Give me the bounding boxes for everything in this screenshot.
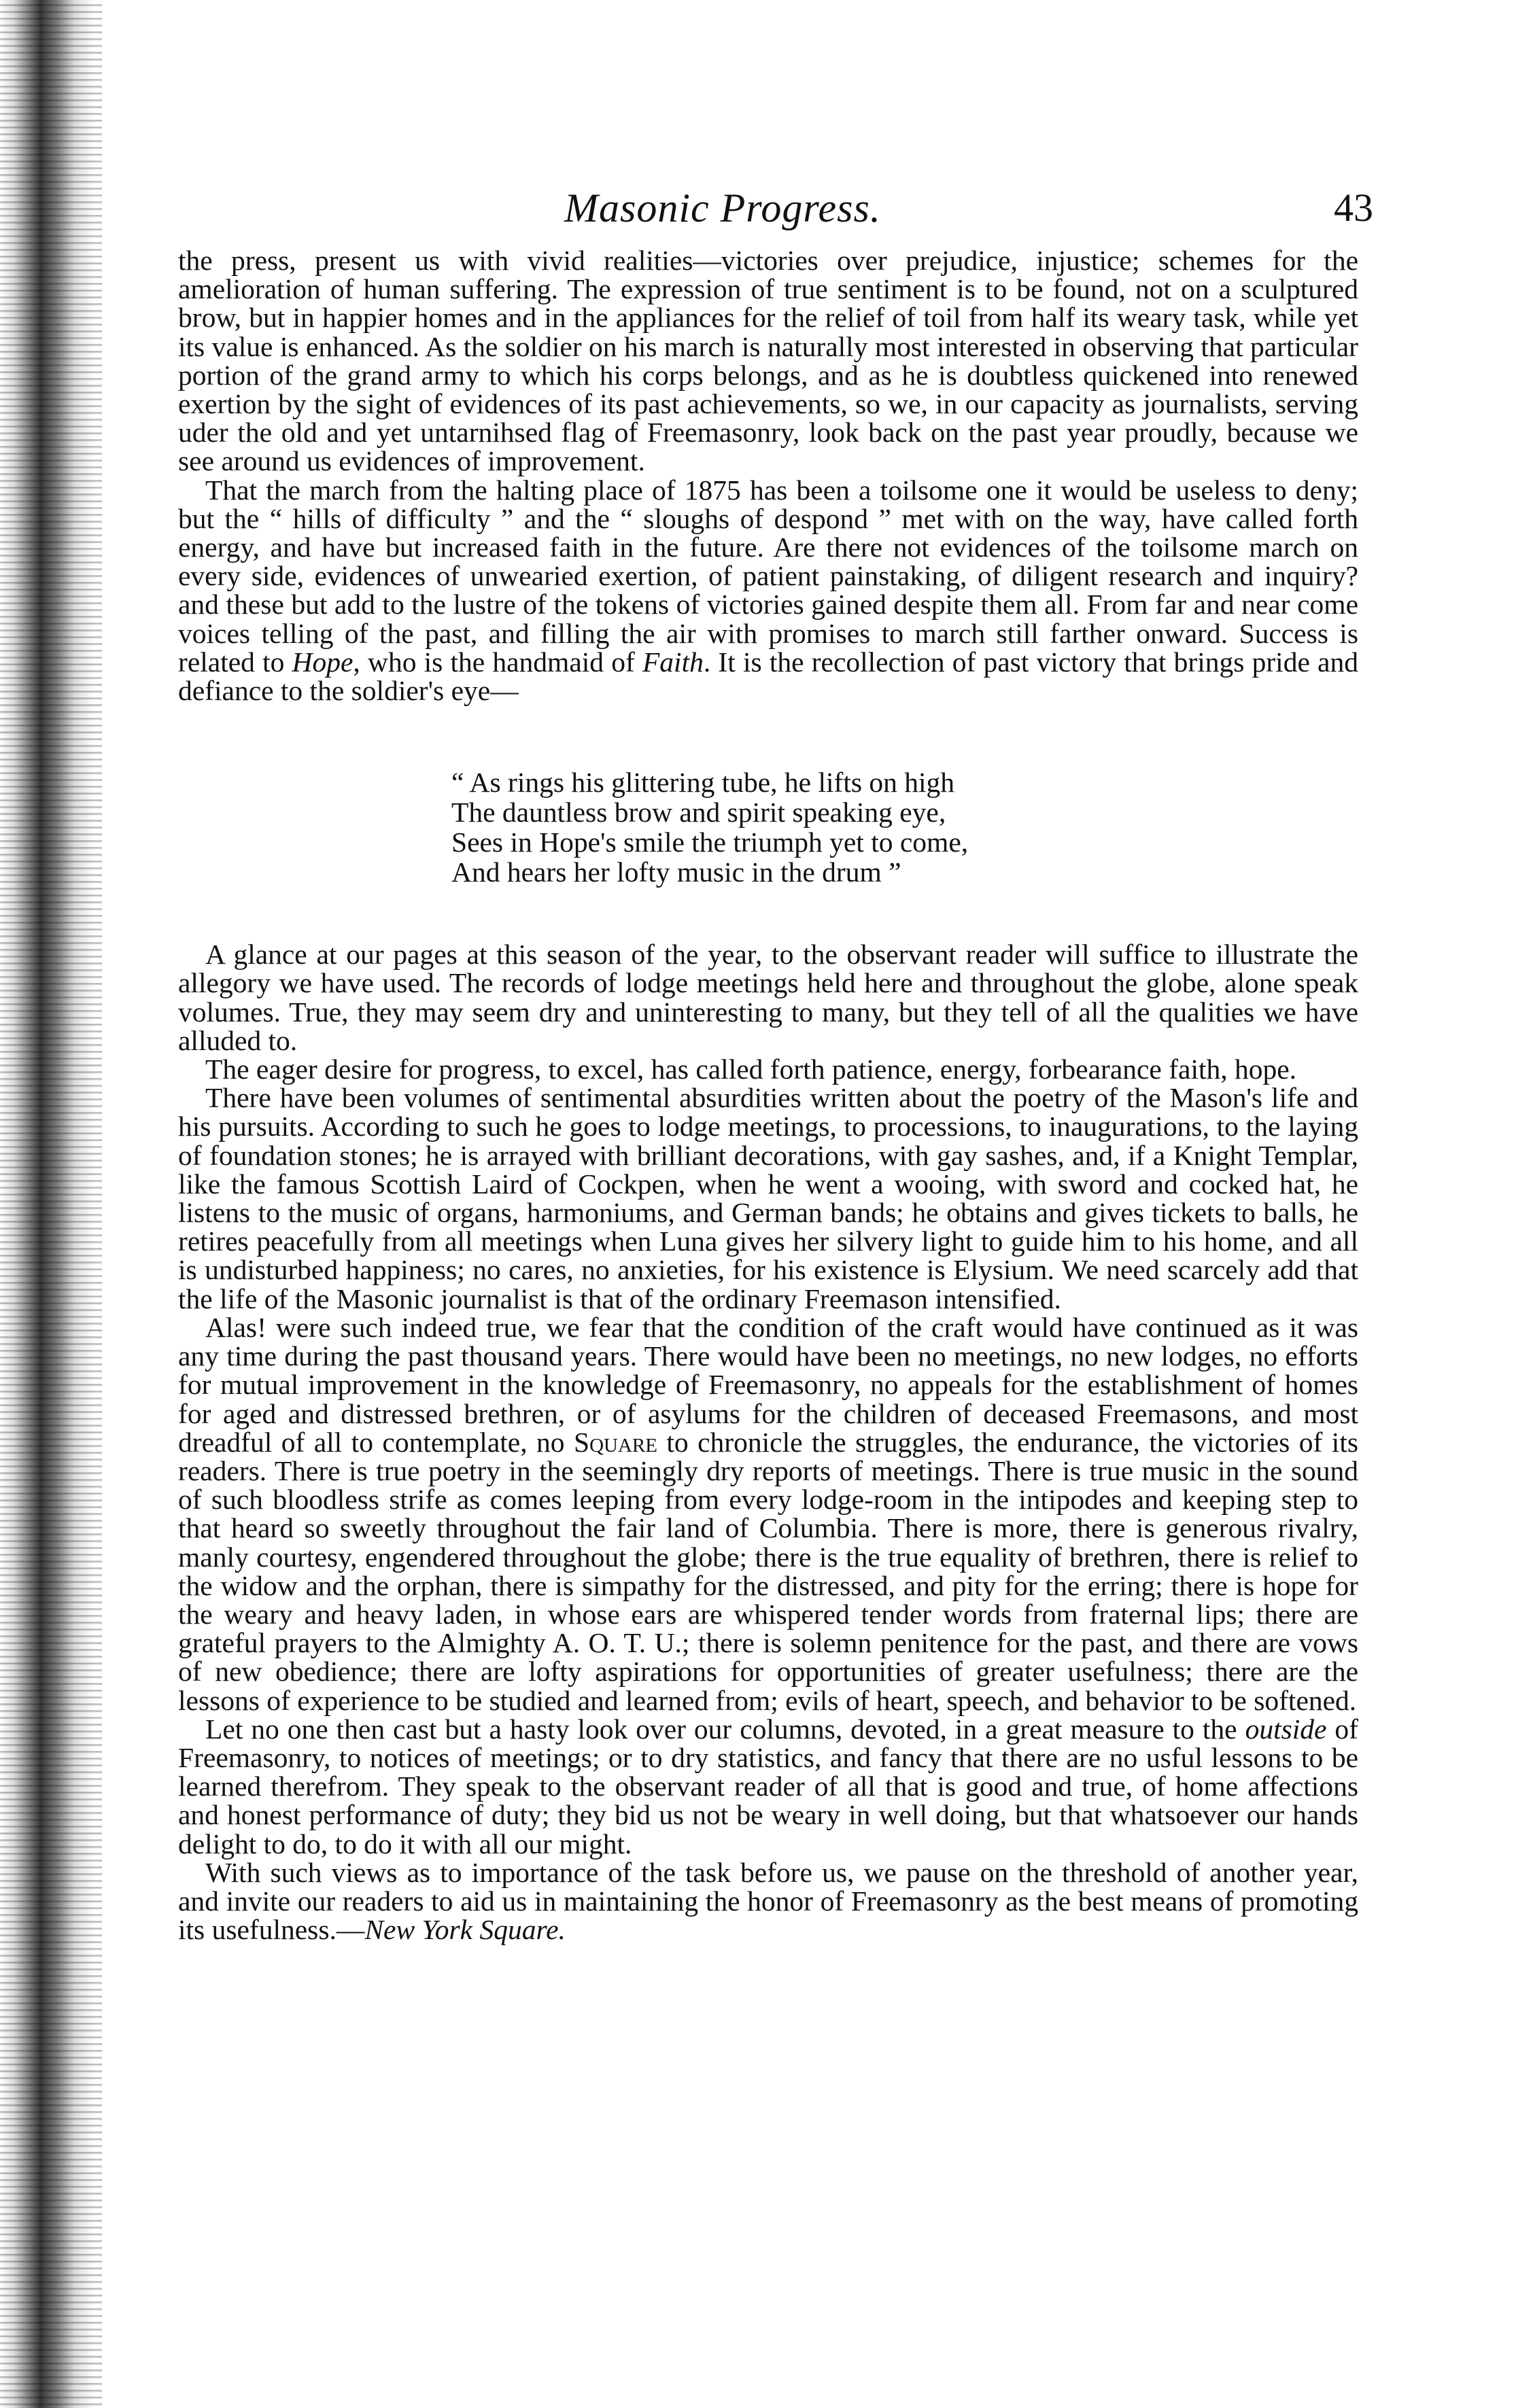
paragraph-text: of Freemasonry, to notices of meetings; or to dry statistics, and fancy that there are no usful lessons to be learned therefrom. They speak to the observant reader of all that is good and true, of home affections and honest performance of duty; they bid us not be weary in well doing, but that whatsoever our hands delight to do, to do it with all our might. — [178, 1713, 1358, 1860]
verse-line: The dauntless brow and spirit speaking eye, — [451, 797, 946, 828]
paragraph-text: , who is the handmaid of — [353, 646, 642, 678]
page-number: 43 — [1334, 186, 1373, 230]
paragraph-text: With such views as to importance of the task before us, we pause on the threshold of another year, and invite our readers to aid us in maintaining the honor of Freemasonry as the best means of promoting its usefulness.— — [178, 1856, 1358, 1946]
paragraph-text: . It is the recollection of past victory that brings pride and defiance to the soldier's eye— — [178, 646, 1358, 707]
paragraph-text: There have been volumes of sentimental absurdities written about the poetry of the Mason's life and his pursuits. According to such he goes to lodge meetings, to processions, to inaugurations, to the laying of foundation stones; he is arrayed with brilliant decorations, with gay sashes, and, if a Knight Templar, like the famous Scottish Laird of Cockpen, when he went a wooing, with sword and cocked hat, he listens to the music of organs, harmoniums, and German bands; he obtains and gives tickets to balls, he retires peacefully from all meetings when Luna gives her silvery light to guide him to his home, and all is undisturbed happiness; no cares, no anxieties, for his existence is Elysium. We need scarcely add that the life of the Masonic journalist is that of the ordinary Freemason intensified. — [178, 1082, 1358, 1314]
paragraph — [178, 246, 1358, 476]
source-attribution: New York Square. — [364, 1914, 566, 1946]
verse-line: “ As rings his glittering tube, he lifts on high — [451, 767, 955, 799]
paragraph — [178, 1715, 1358, 1858]
verse-quotation — [451, 767, 1358, 887]
page-binding-edge — [0, 0, 102, 2408]
paragraph-text: That the march from the halting place of 1875 has been a toilsome one it would be useless to deny; but the “ hills of difficulty ” and the “ sloughs of despond ” met with on the way, have called forth energy, and have but increased faith in the future. Are there not evidences of the toilsome march on every side, evidences of unwearied exertion, of patient painstaking, of diligent research and inquiry? and these but add to the lustre of the tokens of victories gained despite them all. From far and near come voices telling of the past, and filling the air with promises to march still farther onward. Success is related to — [178, 474, 1358, 678]
paragraph-text: to chronicle the struggles, the endurance, the victories of its readers. There is true poetry in the seemingly dry reports of meetings. There is true music in the sound of such bloodless strife as comes leeping from every lodge-room in the intipodes and keeping step to that heard so sweetly throughout the fair land of Columbia. There is more, there is generous rivalry, manly courtesy, engendered throughout the globe; there is the true equality of brethren, there is relief to the widow and the orphan, there is simpathy for the distressed, and pity for the erring; there is hope for the weary and heavy laden, in whose ears are whispered tender words from fraternal lips; there are grateful prayers to the Almighty A. O. T. U.; there is solemn penitence for the past, and there are vows of new obedience; there are lofty aspirations for opportunities of greater usefulness; there are the lessons of experience to be studied and learned from; evils of heart, speech, and behavior to be softened. — [178, 1426, 1359, 1716]
article-body — [178, 246, 1358, 1944]
paragraph-text: A glance at our pages at this season of the year, to the observant reader will suffice to illustrate the allegory we have used. The records of lodge meetings held here and throughout the globe, alone speak volumes. True, they may seem dry and uninteresting to many, but they tell of all the qualities we have alluded to. — [178, 939, 1358, 1056]
paragraph — [178, 1055, 1358, 1083]
paragraph — [178, 1313, 1358, 1715]
paragraph-text: The eager desire for progress, to excel, has called forth patience, energy, forbearance faith, hope. — [205, 1053, 1297, 1085]
small-caps-word: Square — [573, 1426, 657, 1458]
paragraph-text: Let no one then cast but a hasty look over our columns, devoted, in a great measure to the — [205, 1713, 1245, 1745]
verse-line: Sees in Hope's smile the triumph yet to come, — [451, 826, 969, 858]
paragraph — [178, 1083, 1358, 1313]
paragraph-text: the press, present us with vivid realities—victories over prejudice, injustice; schemes for the amelioration of human suffering. The expression of true sentiment is to be found, not on a sculptured brow, but in happier homes and in the appliances for the relief of toil from half its weary task, while yet its value is enhanced. As the soldier on his march is naturally most interested in observing that particular portion of the grand army to which his corps belongs, and as he is doubtless quickened into renewed exertion by the sight of evidences of its past achievements, so we, in our capacity as journalists, serving uder the old and yet untarnihsed flag of Freemasonry, look back on the past year proudly, because we see around us evidences of improvement. — [178, 245, 1358, 477]
paragraph — [178, 1858, 1358, 1944]
running-title: Masonic Progress. — [564, 186, 881, 230]
italic-word: Hope — [292, 646, 354, 678]
paragraph — [178, 940, 1358, 1055]
verse-line: And hears her lofty music in the drum ” — [451, 856, 901, 888]
page-header — [0, 185, 1516, 239]
paragraph-text: Alas! were such indeed true, we fear that the condition of the craft would have continued as it was any time during the past thousand years. There would have been no meetings, no new lodges, no efforts for mutual improvement in the knowledge of Freemasonry, no appeals for the establishment of homes for aged and distressed brethren, or of asylums for the children of deceased Freemasons, and most dreadful of all to contemplate, no — [178, 1311, 1358, 1458]
italic-word: Faith — [642, 646, 704, 678]
italic-word: outside — [1245, 1713, 1327, 1745]
paragraph — [178, 476, 1358, 705]
